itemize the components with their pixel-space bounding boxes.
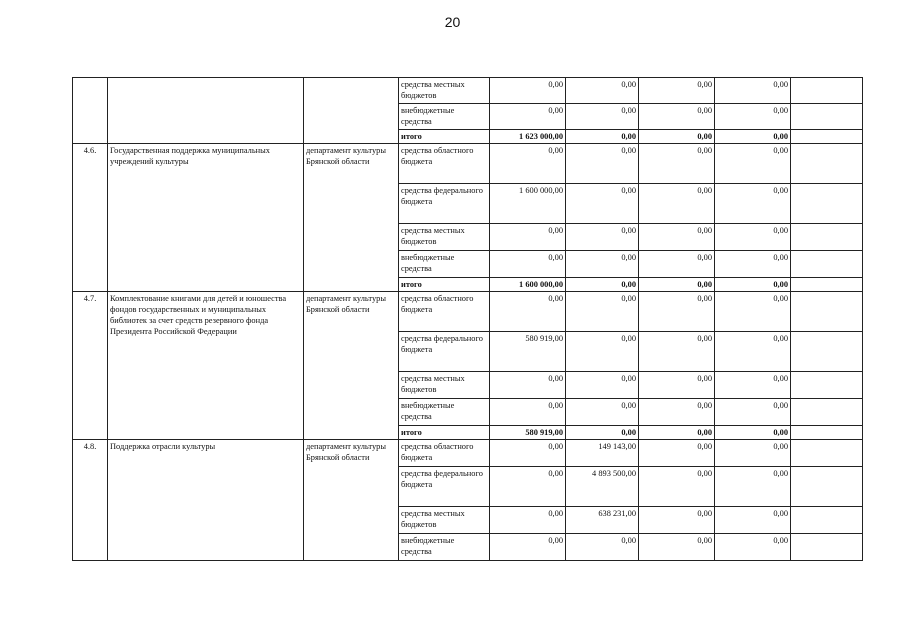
source-label: средства областного бюджета bbox=[399, 292, 490, 332]
empty-cell bbox=[791, 507, 863, 534]
item-number: 4.6. bbox=[73, 144, 108, 292]
value-cell: 0,00 bbox=[639, 440, 715, 467]
total-value: 0,00 bbox=[639, 278, 715, 292]
value-cell: 0,00 bbox=[715, 184, 791, 224]
value-cell: 0,00 bbox=[490, 251, 566, 278]
empty-cell bbox=[791, 426, 863, 440]
value-cell: 0,00 bbox=[715, 440, 791, 467]
source-label: средства федерального бюджета bbox=[399, 332, 490, 372]
value-cell: 0,00 bbox=[639, 224, 715, 251]
empty-cell bbox=[791, 144, 863, 184]
value-cell: 0,00 bbox=[639, 184, 715, 224]
value-cell: 0,00 bbox=[715, 104, 791, 130]
value-cell: 0,00 bbox=[639, 78, 715, 104]
value-cell: 0,00 bbox=[566, 292, 639, 332]
source-label: средства местных бюджетов bbox=[399, 507, 490, 534]
item-name: Комплектование книгами для детей и юношества фондов государственных и муниципальных библиотек за счет средств резервного фонда Президента Российской Федерации bbox=[108, 292, 304, 440]
value-cell: 0,00 bbox=[715, 467, 791, 507]
source-label: средства местных бюджетов bbox=[399, 78, 490, 104]
value-cell: 0,00 bbox=[639, 292, 715, 332]
item-executor: департамент культуры Брянской области bbox=[304, 440, 399, 561]
value-cell: 580 919,00 bbox=[490, 332, 566, 372]
total-label: итого bbox=[399, 426, 490, 440]
value-cell: 0,00 bbox=[566, 372, 639, 399]
value-cell: 0,00 bbox=[639, 104, 715, 130]
source-label: средства местных бюджетов bbox=[399, 224, 490, 251]
empty-cell bbox=[791, 251, 863, 278]
value-cell: 0,00 bbox=[715, 292, 791, 332]
total-label: итого bbox=[399, 278, 490, 292]
value-cell: 0,00 bbox=[715, 251, 791, 278]
empty-cell bbox=[791, 130, 863, 144]
value-cell: 0,00 bbox=[715, 372, 791, 399]
value-cell: 0,00 bbox=[566, 104, 639, 130]
value-cell: 0,00 bbox=[490, 292, 566, 332]
value-cell: 0,00 bbox=[490, 440, 566, 467]
empty-cell bbox=[791, 104, 863, 130]
total-value: 1 623 000,00 bbox=[490, 130, 566, 144]
value-cell: 0,00 bbox=[639, 534, 715, 561]
total-value: 0,00 bbox=[639, 426, 715, 440]
value-cell: 0,00 bbox=[715, 224, 791, 251]
source-label: внебюджетные средства bbox=[399, 251, 490, 278]
empty-cell bbox=[791, 278, 863, 292]
total-value: 0,00 bbox=[566, 426, 639, 440]
page-number: 20 bbox=[444, 14, 461, 30]
empty-cell bbox=[791, 534, 863, 561]
value-cell: 1 600 000,00 bbox=[490, 184, 566, 224]
item-executor: департамент культуры Брянской области bbox=[304, 292, 399, 440]
value-cell: 0,00 bbox=[639, 251, 715, 278]
value-cell: 0,00 bbox=[566, 78, 639, 104]
value-cell: 0,00 bbox=[639, 332, 715, 372]
item-number: 4.8. bbox=[73, 440, 108, 561]
table-row bbox=[73, 144, 863, 184]
value-cell: 638 231,00 bbox=[566, 507, 639, 534]
item-executor: департамент культуры Брянской области bbox=[304, 144, 399, 292]
source-label: внебюджетные средства bbox=[399, 534, 490, 561]
value-cell: 0,00 bbox=[566, 184, 639, 224]
value-cell: 0,00 bbox=[490, 467, 566, 507]
empty-cell bbox=[791, 184, 863, 224]
value-cell: 0,00 bbox=[490, 78, 566, 104]
source-label: средства федерального бюджета bbox=[399, 467, 490, 507]
value-cell: 0,00 bbox=[566, 144, 639, 184]
name-cell bbox=[108, 78, 304, 144]
value-cell: 0,00 bbox=[566, 251, 639, 278]
total-label: итого bbox=[399, 130, 490, 144]
executor-cell bbox=[304, 78, 399, 144]
value-cell: 0,00 bbox=[490, 372, 566, 399]
table-row bbox=[73, 440, 863, 467]
source-label: средства областного бюджета bbox=[399, 440, 490, 467]
value-cell: 0,00 bbox=[490, 399, 566, 426]
value-cell: 0,00 bbox=[490, 507, 566, 534]
value-cell: 0,00 bbox=[639, 467, 715, 507]
source-label: внебюджетные средства bbox=[399, 104, 490, 130]
value-cell: 0,00 bbox=[566, 224, 639, 251]
empty-cell bbox=[791, 372, 863, 399]
empty-cell bbox=[791, 78, 863, 104]
value-cell: 0,00 bbox=[715, 144, 791, 184]
value-cell: 0,00 bbox=[639, 399, 715, 426]
value-cell: 0,00 bbox=[490, 224, 566, 251]
source-label: средства местных бюджетов bbox=[399, 372, 490, 399]
value-cell: 0,00 bbox=[639, 144, 715, 184]
value-cell: 0,00 bbox=[490, 144, 566, 184]
value-cell: 0,00 bbox=[715, 78, 791, 104]
empty-cell bbox=[791, 224, 863, 251]
total-value: 0,00 bbox=[639, 130, 715, 144]
table-row bbox=[73, 292, 863, 332]
item-name: Поддержка отрасли культуры bbox=[108, 440, 304, 561]
value-cell: 0,00 bbox=[715, 399, 791, 426]
total-value: 0,00 bbox=[715, 426, 791, 440]
total-value: 0,00 bbox=[566, 278, 639, 292]
value-cell: 0,00 bbox=[566, 534, 639, 561]
source-label: внебюджетные средства bbox=[399, 399, 490, 426]
empty-cell bbox=[791, 467, 863, 507]
value-cell: 0,00 bbox=[490, 534, 566, 561]
value-cell: 149 143,00 bbox=[566, 440, 639, 467]
empty-cell bbox=[791, 440, 863, 467]
table-row bbox=[73, 78, 863, 104]
value-cell: 0,00 bbox=[715, 332, 791, 372]
total-value: 580 919,00 bbox=[490, 426, 566, 440]
value-cell: 0,00 bbox=[715, 507, 791, 534]
total-value: 1 600 000,00 bbox=[490, 278, 566, 292]
empty-cell bbox=[791, 292, 863, 332]
item-number: 4.7. bbox=[73, 292, 108, 440]
budget-table bbox=[72, 77, 863, 561]
empty-cell bbox=[791, 332, 863, 372]
source-label: средства федерального бюджета bbox=[399, 184, 490, 224]
value-cell: 0,00 bbox=[566, 399, 639, 426]
value-cell: 4 893 500,00 bbox=[566, 467, 639, 507]
value-cell: 0,00 bbox=[639, 372, 715, 399]
total-value: 0,00 bbox=[715, 130, 791, 144]
value-cell: 0,00 bbox=[639, 507, 715, 534]
empty-cell bbox=[791, 399, 863, 426]
item-name: Государственная поддержка муниципальных учреждений культуры bbox=[108, 144, 304, 292]
total-value: 0,00 bbox=[566, 130, 639, 144]
no-cell bbox=[73, 78, 108, 144]
source-label: средства областного бюджета bbox=[399, 144, 490, 184]
total-value: 0,00 bbox=[715, 278, 791, 292]
value-cell: 0,00 bbox=[566, 332, 639, 372]
value-cell: 0,00 bbox=[490, 104, 566, 130]
value-cell: 0,00 bbox=[715, 534, 791, 561]
